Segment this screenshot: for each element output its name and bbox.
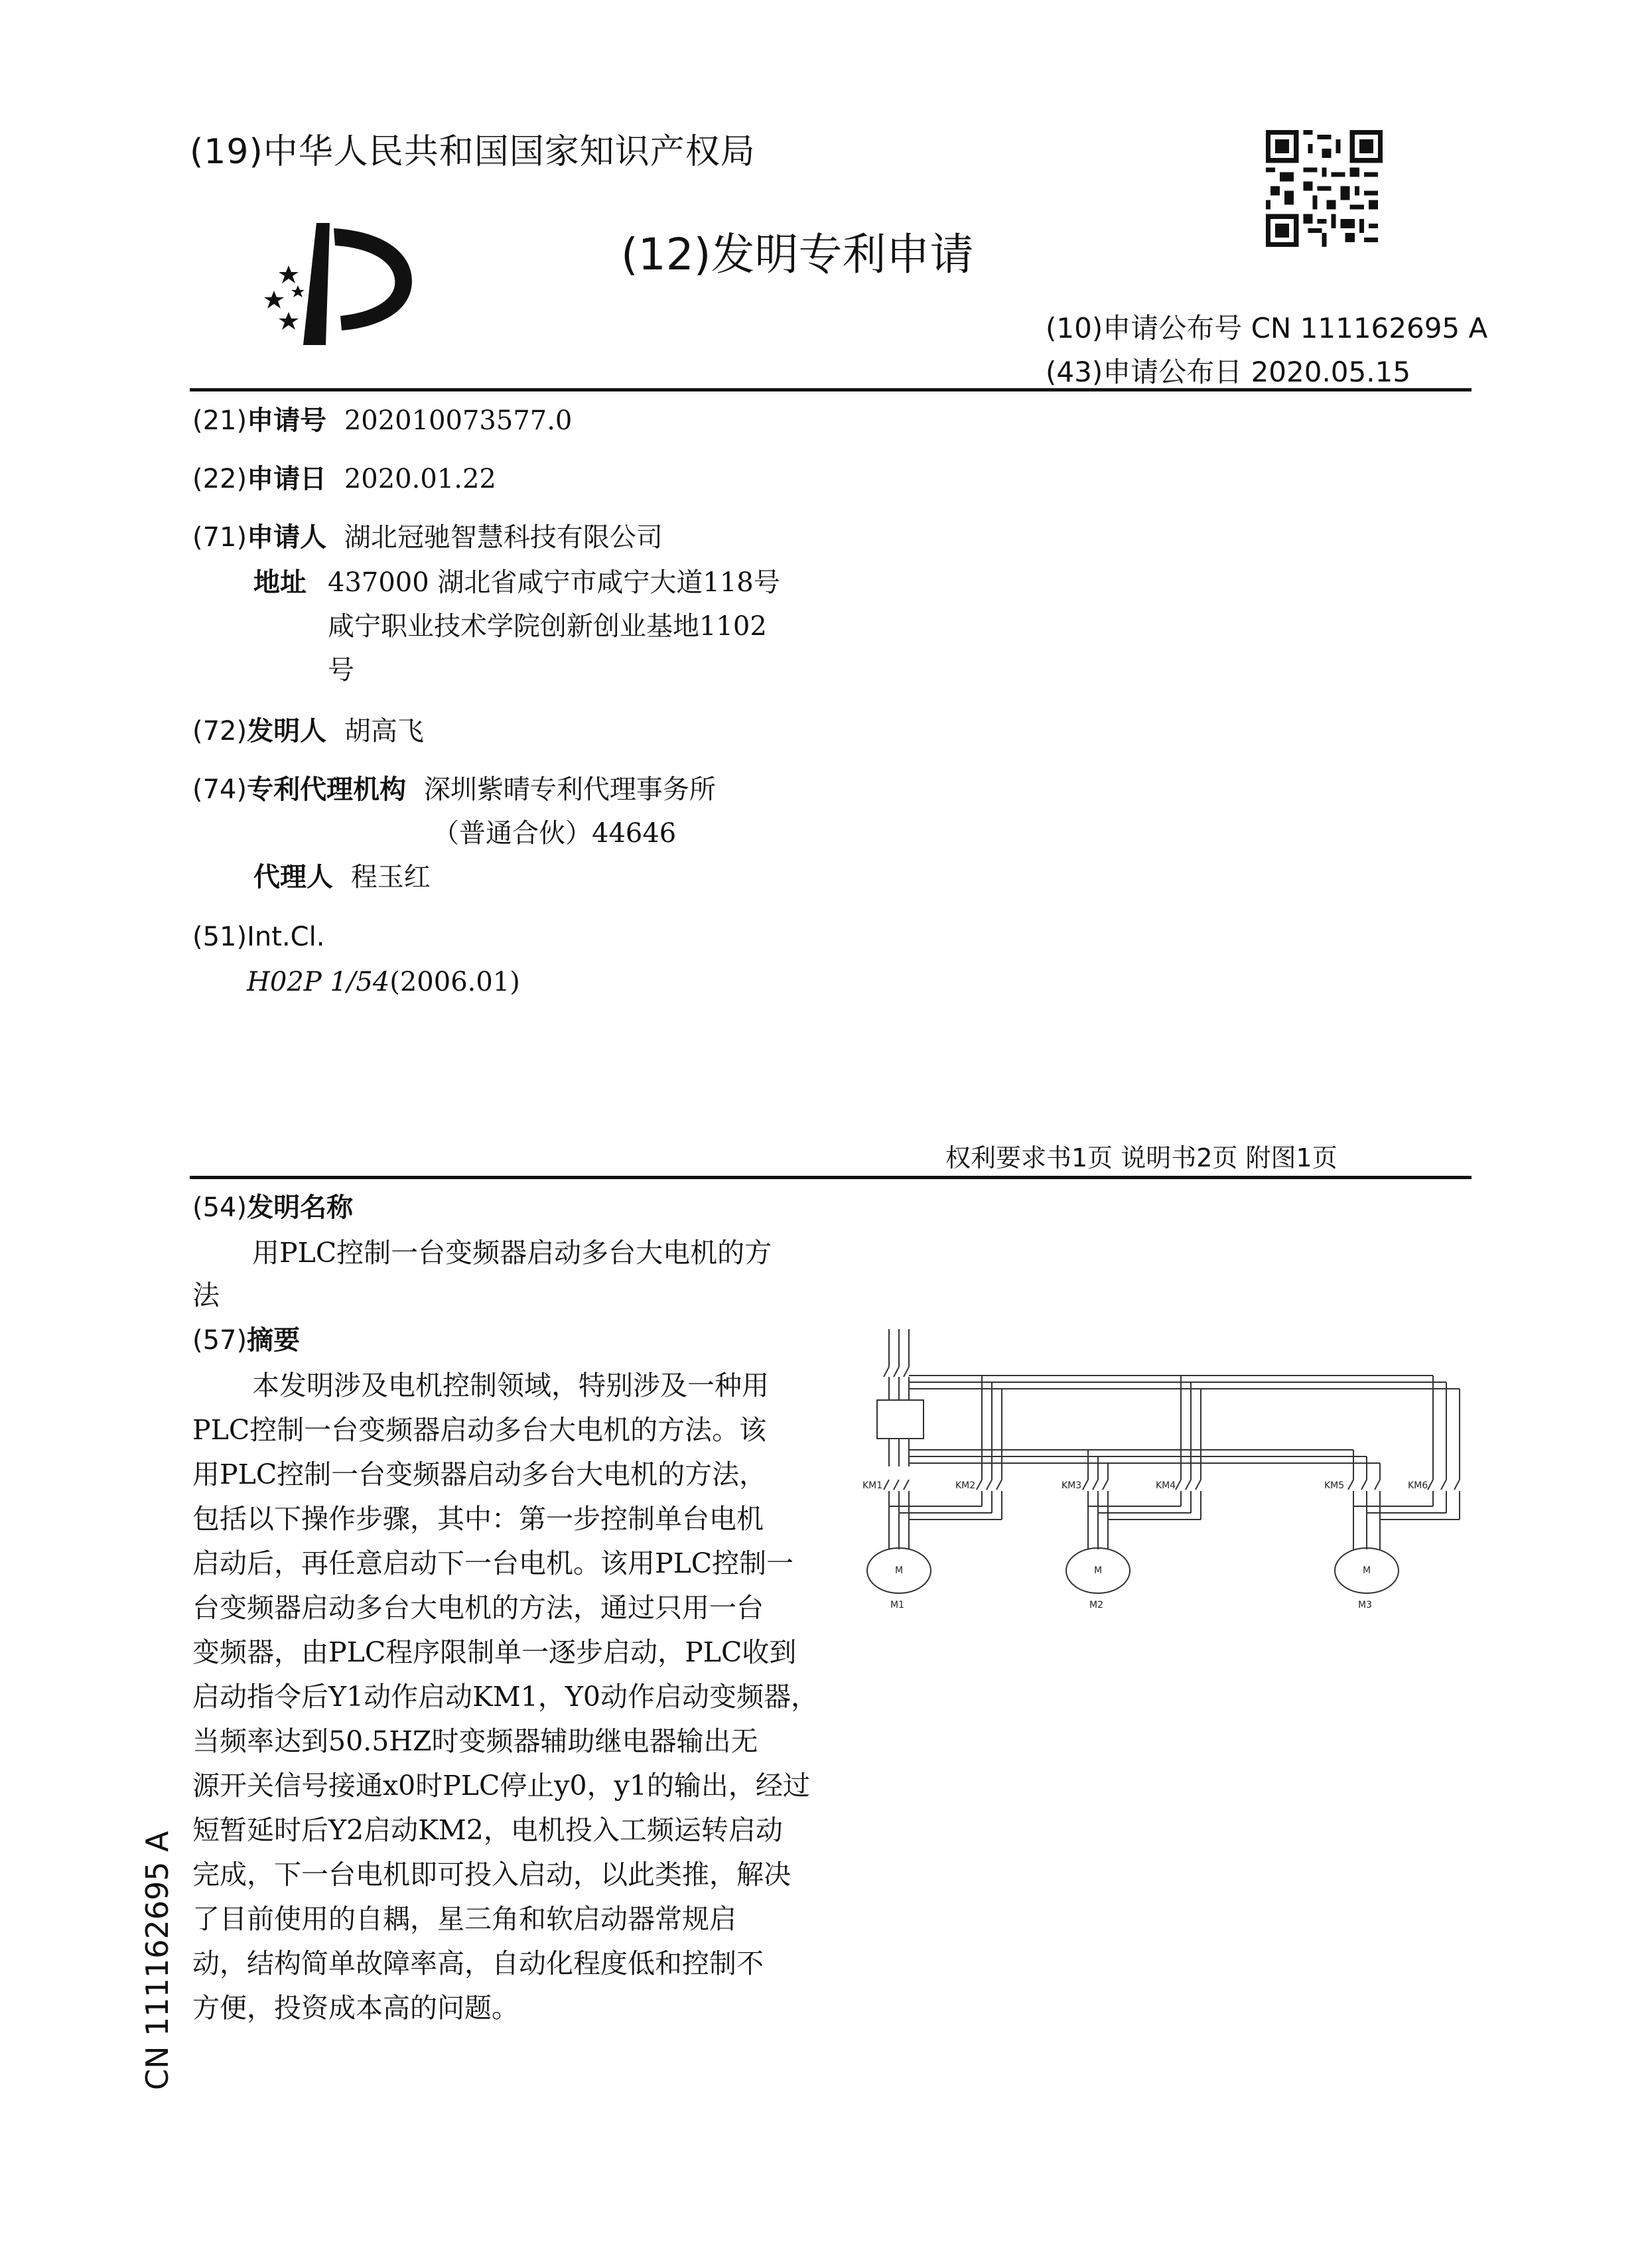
field-code: (21) xyxy=(192,405,247,436)
field-label: 申请人 xyxy=(247,522,327,553)
abstract-line: 了目前使用的自耦，星三角和软启动器常规启 xyxy=(192,1903,736,1935)
field-label: 发明名称 xyxy=(247,1192,354,1223)
field-label: Int.Cl. xyxy=(247,922,325,952)
field-label: 申请日 xyxy=(247,464,327,494)
motor-label: M2 xyxy=(1089,1600,1103,1610)
application-number: 202010073577.0 xyxy=(344,405,573,436)
abstract-line: 启动指令后Y1动作启动KM1，Y0动作启动变频器， xyxy=(192,1681,818,1713)
field-label: 专利代理机构 xyxy=(247,774,407,805)
abstract-line: 启动后，再任意启动下一台电机。该用PLC控制一 xyxy=(192,1547,794,1579)
field-code: (51) xyxy=(192,922,247,952)
agent-row xyxy=(253,861,431,893)
field-code: (72) xyxy=(192,716,247,746)
abstract-line: 方便，投资成本高的问题。 xyxy=(192,1992,519,2024)
address-line: 号 xyxy=(328,655,354,685)
cnipa-logo-icon xyxy=(262,219,428,352)
motor-symbol: M xyxy=(1094,1565,1103,1576)
abstract-line: 源开关信号接通x0时PLC停止y0，y1的输出，经过 xyxy=(192,1770,810,1802)
field-label: 代理人 xyxy=(253,862,333,892)
field-label: 申请号 xyxy=(247,405,327,436)
motor-label: M3 xyxy=(1358,1600,1372,1610)
applicant-row xyxy=(192,522,663,553)
applicant-name: 湖北冠驰智慧科技有限公司 xyxy=(344,522,663,553)
application-date-row xyxy=(192,463,496,495)
abstract-line: 动，结构简单故障率高，自动化程度低和控制不 xyxy=(192,1948,764,1979)
field-code: (57) xyxy=(192,1325,247,1356)
abstract-heading xyxy=(192,1324,300,1356)
side-publication-number: CN 111162695 A xyxy=(139,1831,175,2090)
address-label: 地址 xyxy=(253,567,307,598)
agent-name: 程玉红 xyxy=(350,862,431,892)
motor-symbol: M xyxy=(895,1565,904,1576)
abstract-line: 用PLC控制一台变频器启动多台大电机的方法， xyxy=(192,1458,767,1490)
qr-code-icon xyxy=(1266,130,1383,247)
classification-version: (2006.01) xyxy=(389,967,520,997)
address-line: 咸宁职业技术学院创新创业基地1102 xyxy=(328,611,767,642)
abstract-line: PLC控制一台变频器启动多台大电机的方法。该 xyxy=(192,1414,767,1446)
application-date: 2020.01.22 xyxy=(344,464,496,494)
abstract-line: 本发明涉及电机控制领域，特别涉及一种用 xyxy=(252,1370,769,1401)
field-code: (74) xyxy=(192,774,247,805)
motor-label: M1 xyxy=(890,1600,904,1610)
abstract-line: 当频率达到50.5HZ时变频器辅助继电器输出无 xyxy=(192,1725,758,1757)
contactor-label: KM3 xyxy=(1062,1480,1082,1491)
inventor-row xyxy=(192,715,424,747)
motor-symbol: M xyxy=(1363,1565,1371,1576)
abstract-line: 台变频器启动多台大电机的方法，通过只用一台 xyxy=(192,1592,764,1624)
contactor-label: KM5 xyxy=(1324,1480,1345,1491)
abstract-line: 短暂延时后Y2启动KM2，电机投入工频运转启动 xyxy=(192,1814,783,1846)
inventor-name: 胡高飞 xyxy=(344,716,424,746)
int-cl-row xyxy=(192,921,324,953)
agency-name-continued: （普通合伙）44646 xyxy=(433,818,677,849)
title-heading xyxy=(192,1192,353,1224)
invention-title-continued: 法 xyxy=(192,1279,220,1311)
field-label: 发明人 xyxy=(247,716,327,746)
agency-row xyxy=(192,774,716,806)
section-divider xyxy=(190,1176,1472,1179)
publication-date: (43)申请公布日 2020.05.15 xyxy=(1046,356,1411,388)
field-code: (54) xyxy=(192,1192,247,1223)
classification-code: H02P 1/54 xyxy=(247,967,390,997)
invention-title: 用PLC控制一台变频器启动多台大电机的方 xyxy=(252,1237,772,1269)
abstract-line: 完成，下一台电机即可投入启动，以此类推，解决 xyxy=(192,1859,791,1890)
contactor-label: KM6 xyxy=(1408,1480,1428,1491)
field-label: 摘要 xyxy=(247,1325,301,1356)
abstract-figure-circuit xyxy=(862,1324,1473,1636)
contactor-label: KM1 xyxy=(862,1480,883,1491)
office-name: (19)中华人民共和国国家知识产权局 xyxy=(190,132,756,172)
address-line: 437000 湖北省咸宁市咸宁大道118号 xyxy=(328,567,780,598)
header-divider xyxy=(190,388,1472,391)
contactor-label: KM2 xyxy=(955,1480,976,1491)
int-cl-class-row xyxy=(247,966,520,998)
agency-name: 深圳紫晴专利代理事务所 xyxy=(423,774,716,805)
page-count: 权利要求书1页 说明书2页 附图1页 xyxy=(945,1143,1337,1172)
contactor-label: KM4 xyxy=(1156,1480,1176,1491)
publication-number: (10)申请公布号 CN 111162695 A xyxy=(1046,312,1488,344)
application-number-row xyxy=(192,405,572,437)
abstract-line: 包括以下操作步骤，其中：第一步控制单台电机 xyxy=(192,1503,764,1535)
field-code: (71) xyxy=(192,522,247,553)
abstract-line: 变频器，由PLC程序限制单一逐步启动，PLC收到 xyxy=(192,1636,797,1668)
document-type: (12)发明专利申请 xyxy=(621,229,974,280)
field-code: (22) xyxy=(192,464,247,494)
